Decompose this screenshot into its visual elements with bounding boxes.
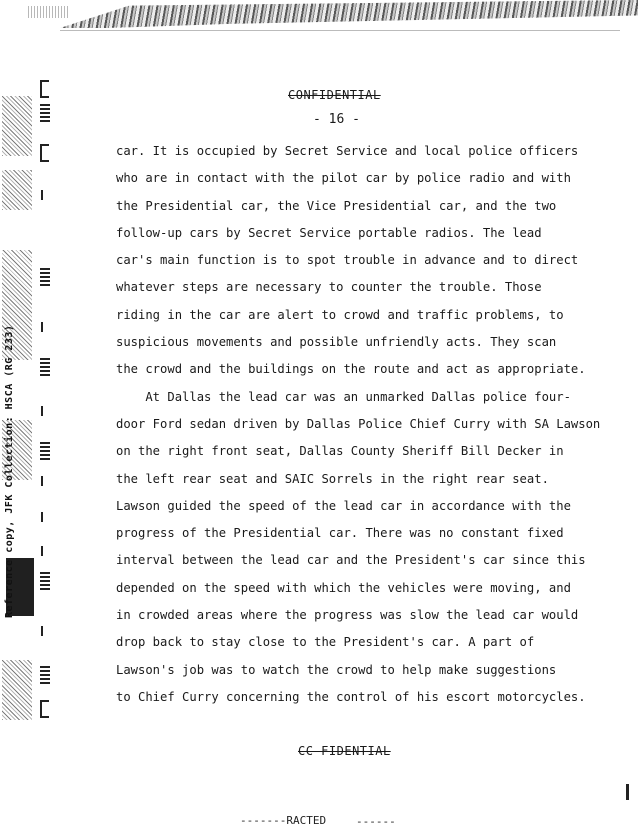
margin-mark [40,664,50,684]
bottom-dashes: ------ [356,815,396,828]
body-line: depended on the speed with which the vehicles were moving, and [116,580,571,595]
redacted-stamp: -------RACTED [240,814,327,827]
margin-tick [41,322,43,332]
body-line: Lawson's job was to watch the crowd to help make suggestions [116,662,557,677]
classification-header: CONFIDENTIAL [288,88,381,102]
margin-speckle [2,96,32,156]
body-line: on the right front seat, Dallas County Sheriff Bill Decker in [116,444,564,459]
body-line: drop back to stay close to the President's car. A part of [116,635,535,650]
body-line: progress of the Presidential car. There was no constant fixed [116,526,564,541]
body-line: suspicious movements and possible unfriendly acts. They scan [116,335,557,350]
right-edge-mark [626,784,629,800]
body-line: to Chief Curry concerning the control of his escort motorcycles. [116,689,586,704]
body-line: who are in contact with the pilot car by police radio and with [116,171,571,186]
body-line: the left rear seat and SAIC Sorrels in the right rear seat. [116,471,549,486]
margin-mark [40,266,50,286]
margin-tick [41,626,43,636]
scan-artifact-top [60,0,638,28]
body-line: riding in the car are alert to crowd and traffic problems, to [116,307,564,322]
body-line: car's main function is to spot trouble in advance and to direct [116,253,579,268]
margin-bracket [40,80,49,98]
body-line: the crowd and the buildings on the route and act as appropriate. [116,362,586,377]
body-line: Lawson guided the speed of the lead car in accordance with the [116,498,571,513]
margin-tick [41,512,43,522]
page-number: - 16 - [313,112,360,127]
scan-top-edge [60,30,620,31]
body-line: door Ford sedan driven by Dallas Police Chief Curry with SA Lawson [116,416,601,431]
body-line: car. It is occupied by Secret Service and local police officers [116,144,579,158]
body-line: follow-up cars by Secret Service portable radios. The lead [116,225,542,240]
body-line: At Dallas the lead car was an unmarked Dallas police four- [116,389,571,404]
margin-tick [41,476,43,486]
margin-bracket [40,700,49,718]
margin-mark [40,102,50,122]
margin-mark [40,356,50,376]
classification-footer: CC FIDENTIAL [298,744,391,758]
archive-margin-strip [0,60,62,800]
body-line: the Presidential car, the Vice Presidential car, and the two [116,198,557,213]
scan-artifact-top-left [28,6,68,18]
body-line: whatever steps are necessary to counter the trouble. Those [116,280,542,295]
body-line: interval between the lead car and the President's car since this [116,553,586,568]
margin-speckle [2,660,32,720]
margin-mark [40,440,50,460]
margin-tick [41,190,43,200]
margin-mark [40,570,50,590]
body-line: in crowded areas where the progress was slow the lead car would [116,608,579,623]
document-body [116,138,601,711]
margin-tick [41,406,43,416]
margin-speckle [2,170,32,210]
archive-reference-label: Reference copy, JFK Collection: HSCA (RG 233) [4,324,15,618]
margin-tick [41,546,43,556]
margin-bracket [40,144,49,162]
